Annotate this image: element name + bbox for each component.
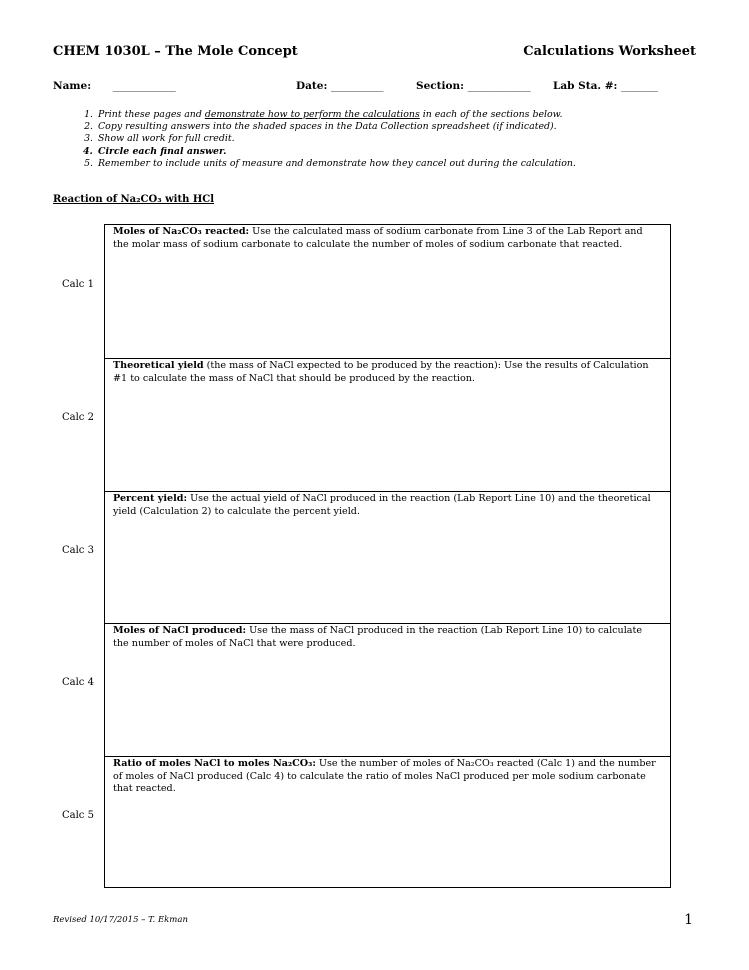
calc-3-work-area[interactable] [105, 491, 670, 623]
calc-4-instructions: Moles of NaCl produced: Use the mass of NaCl produced in the reaction (Lab Report Line 10) to calculate the number of moles of NaCl that were produced. [113, 625, 643, 649]
calc-3-instructions: Percent yield: Use the actual yield of NaCl produced in the reaction (Lab Report Line 10) and the theoretical yield (Calculation 2) to calculate the percent yield. [113, 493, 651, 517]
calc-4-label: Calc 4 [62, 677, 94, 688]
calc-1-label: Calc 1 [62, 279, 94, 290]
date-label: Date: [296, 80, 328, 92]
instructions-list [78, 109, 576, 170]
instruction-item: 2. Copy resulting answers into the shaded spaces in the Data Collection spreadsheet (if indicated). [96, 121, 576, 133]
page-number: 1 [684, 912, 693, 928]
instruction-item: 5. Remember to include units of measure and demonstrate how they cancel out during the calculation. [96, 158, 576, 170]
name-field[interactable] [53, 80, 176, 92]
course-title: CHEM 1030L – The Mole Concept [53, 44, 298, 59]
name-label: Name: [53, 80, 92, 92]
calc-2-work-area[interactable] [105, 358, 670, 491]
lab-station-field[interactable] [553, 80, 658, 92]
calc-5-instructions: Ratio of moles NaCl to moles Na₂CO₃: Use the number of moles of Na₂CO₃ reacted (Calc 1) and the number of moles of NaCl produced (Calc 4) to calculate the ratio of moles NaCl produced per mole sodium carbonate that reacted. [113, 758, 656, 795]
calc-5-label: Calc 5 [62, 810, 94, 821]
worksheet-title: Calculations Worksheet [523, 44, 696, 59]
calc-2-label: Calc 2 [62, 412, 94, 423]
instruction-item: 1. Print these pages and demonstrate how to perform the calculations in each of the sections below. [96, 109, 576, 121]
section-heading: Reaction of Na₂CO₃ with HCl [53, 194, 215, 205]
lab-station-label: Lab Sta. #: [553, 80, 618, 92]
revision-note: Revised 10/17/2015 – T. Ekman [53, 915, 188, 925]
instruction-item: 3. Show all work for full credit. [96, 133, 576, 145]
calculations-table [104, 224, 671, 888]
section-line: ____________ [467, 80, 531, 92]
date-line: __________ [330, 80, 384, 92]
calc-5-work-area[interactable] [105, 756, 670, 887]
calc-1-work-area[interactable] [105, 225, 670, 358]
name-line: ____________ [112, 80, 176, 92]
calc-3-label: Calc 3 [62, 545, 94, 556]
calc-4-work-area[interactable] [105, 623, 670, 756]
calc-2-instructions: Theoretical yield (the mass of NaCl expected to be produced by the reaction): Use the results of Calculation #1 to calculate the mass of NaCl that should be produced by the reaction. [113, 360, 649, 384]
instruction-item: 4. Circle each final answer. [96, 146, 576, 158]
date-field[interactable] [296, 80, 383, 92]
calc-1-instructions: Moles of Na₂CO₃ reacted: Use the calculated mass of sodium carbonate from Line 3 of the Lab Report and the molar mass of sodium carbonate to calculate the number of moles of sodium carbonate that reacted. [113, 226, 643, 250]
section-field[interactable] [416, 80, 531, 92]
lab-station-line: _______ [621, 80, 658, 92]
section-label: Section: [416, 80, 465, 92]
